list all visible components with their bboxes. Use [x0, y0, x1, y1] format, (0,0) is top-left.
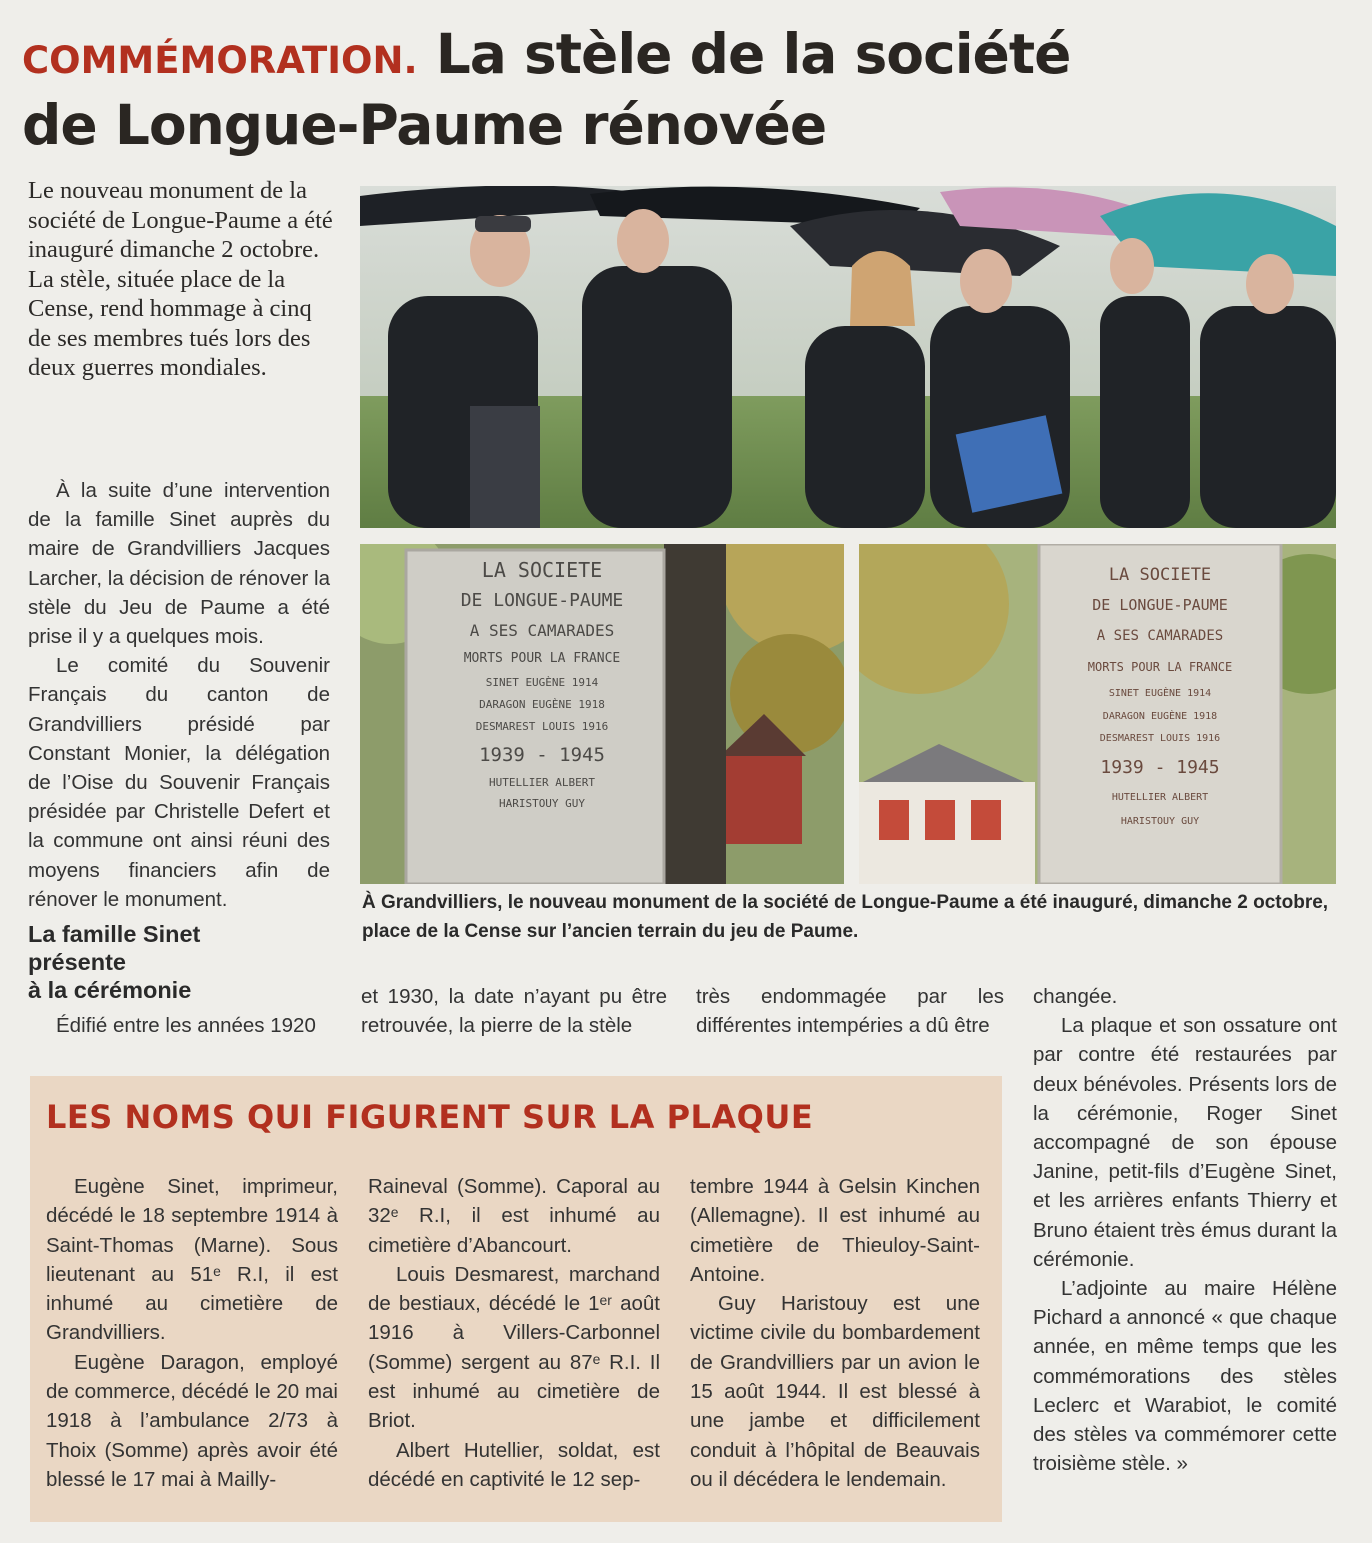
plaque-right-line2: DE LONGUE-PAUME: [1092, 596, 1228, 614]
plaque-left-name5: HARISTOUY GUY: [498, 797, 586, 810]
plaque-left-line1: LA SOCIETE: [481, 558, 603, 582]
headline-title-line2: de Longue-Paume rénovée: [22, 93, 827, 157]
plaque-text-right: [1039, 560, 1281, 834]
subhead-line-2: présente: [28, 949, 126, 975]
col4-paragraph-2: La plaque et son ossature ont par contre été restaurées par deux bénévoles. Présents lors de la cérémonie, Roger Sinet accompagné de son épouse Janine, petit-fils d’Eugène Sinet, et les arrières enfants Thierry et Bruno étaient très émus durant la cérémonie.: [1033, 1014, 1337, 1271]
col1-paragraph-1: À la suite d’une intervention de la famille Sinet auprès du maire de Grandvilliers Jacques Larcher, la décision de rénover la stèle du Jeu de Paume a été prise il y a quelques mois.: [28, 479, 330, 649]
plaque-left-name1: SINET EUGÈNE 1914: [485, 676, 599, 689]
names-paragraph-hutellier: Albert Hutellier, soldat, est décédé en captivité le 12 sep-: [368, 1438, 660, 1491]
body-column-3: [696, 982, 1004, 1040]
plaque-left-years: 1939 - 1945: [479, 744, 605, 766]
plaque-right-line3: A SES CAMARADES: [1096, 628, 1224, 644]
plaque-right-name1: SINET EUGÈNE 1914: [1108, 688, 1212, 699]
plaque-right-line1: LA SOCIETE: [1108, 565, 1212, 585]
plaque-text-left: [420, 554, 664, 814]
col3-paragraph-1: très endommagée par les différentes intempéries a dû être: [696, 985, 1004, 1038]
plaque-left-name4: HUTELLIER ALBERT: [489, 776, 595, 789]
names-paragraph-daragon: Eugène Daragon, employé de commerce, décédé le 20 mai 1918 à l’ambulance 2/73 à Thoix (Somme) après avoir été blessé le 17 mai à Mailly-: [46, 1350, 338, 1491]
col1-paragraph-3: Édifié entre les années 1920: [56, 1014, 316, 1037]
names-paragraph-haristouy: Guy Haristouy est une victime civile du bombardement de Grandvilliers par un avion le 15 août 1944. Il est blessé à une jambe et difficilement conduit à l’hôpital de Beauvais ou il décédera le lendemain.: [690, 1292, 980, 1491]
body-column-1: [28, 476, 330, 914]
plaque-left-line4: MORTS POUR LA FRANCE: [463, 651, 621, 666]
names-box-column-1: [46, 1172, 338, 1494]
section-subhead: [28, 920, 328, 1004]
col4-paragraph-3: L’adjointe au maire Hélène Pichard a annoncé « que chaque année, en même temps que les commémorations des stèles Leclerc et Warabiot, le comité des stèles va commémorer cette troisième stèle. »: [1033, 1277, 1337, 1476]
plaque-right-name2: DARAGON EUGÈNE 1918: [1102, 711, 1218, 722]
names-paragraph-hutellier-cont: tembre 1944 à Gelsin Kinchen (Allemagne). Il est inhumé au cimetière de Thieuloy-Saint-Antoine.: [690, 1175, 980, 1286]
names-box-column-3: [690, 1172, 980, 1494]
plaque-right-name5: HARISTOUY GUY: [1120, 816, 1200, 827]
ceremony-photo: [360, 186, 1336, 528]
plaque-left-line3: A SES CAMARADES: [469, 621, 615, 640]
names-paragraph-desmarest: Louis Desmarest, marchand de bestiaux, décédé le 1ᵉʳ août 1916 à Villers-Carbonnel (Somme) sergent au 87ᵉ R.I. Il est inhumé au cimetière de Briot.: [368, 1262, 660, 1433]
col4-paragraph-1: changée.: [1033, 985, 1118, 1008]
names-paragraph-daragon-cont: Raineval (Somme). Caporal au 32ᵉ R.I, il est inhumé au cimetière d’Abancourt.: [368, 1175, 660, 1257]
plaque-right-years: 1939 - 1945: [1100, 757, 1220, 778]
plaque-right-line4: MORTS POUR LA FRANCE: [1087, 660, 1233, 674]
names-box-column-2: [368, 1172, 660, 1494]
article-headline: [22, 22, 1132, 157]
col1-paragraph-2: Le comité du Souvenir Français du canton de Grandvilliers présidé par Constant Monier, la délégation de l’Oise du Souvenir Français présidée par Christelle Defert et la commune ont ainsi réuni des moyens financiers afin de rénover le monument.: [28, 654, 330, 911]
plaque-left-line2: DE LONGUE-PAUME: [460, 590, 624, 611]
col2-paragraph-1: et 1930, la date n’ayant pu être retrouvée, la pierre de la stèle: [361, 985, 667, 1038]
plaque-right-name3: DESMAREST LOUIS 1916: [1099, 733, 1221, 744]
subhead-line-1: La famille Sinet: [28, 921, 201, 947]
subhead-line-3: à la cérémonie: [28, 977, 192, 1003]
body-column-4: [1033, 982, 1337, 1478]
body-column-2: [361, 982, 667, 1040]
headline-kicker: COMMÉMORATION.: [22, 39, 418, 82]
plaque-left-name2: DARAGON EUGÈNE 1918: [479, 698, 605, 711]
photo-caption: À Grandvilliers, le nouveau monument de la société de Longue-Paume a été inauguré, dimanche 2 octobre, place de la Cense sur l’ancien terrain du jeu de Paume.: [362, 892, 1329, 942]
plaque-right-name4: HUTELLIER ALBERT: [1111, 792, 1209, 803]
plaque-left-name3: DESMAREST LOUIS 1916: [475, 720, 609, 733]
names-paragraph-sinet: Eugène Sinet, imprimeur, décédé le 18 septembre 1914 à Saint-Thomas (Marne). Sous lieutenant au 51ᵉ R.I, il est inhumé au cimetière de Grandvilliers.: [46, 1175, 338, 1345]
body-column-1-continued: [28, 1011, 330, 1040]
names-box-title: LES NOMS QUI FIGURENT SUR LA PLAQUE: [46, 1098, 814, 1136]
headline-title-line1: La stèle de la société: [435, 22, 1071, 86]
article-lede: Le nouveau monument de la société de Longue-Paume a été inauguré dimanche 2 octobre. La stèle, située place de la Cense, rend hommage à cinq de ses membres tués lors des deux guerres mondiales.: [28, 177, 333, 381]
